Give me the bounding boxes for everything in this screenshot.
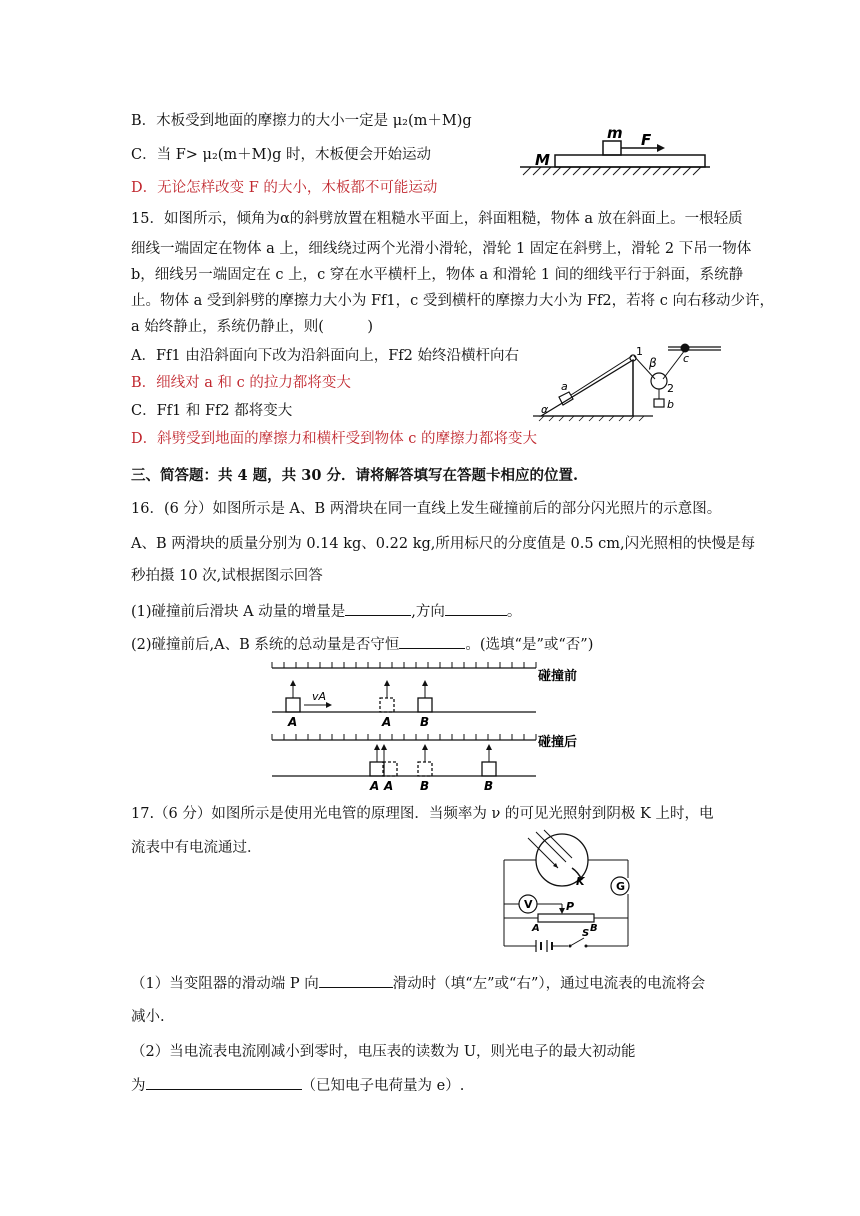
q16-part-1: (1)碰撞前后滑块 A 动量的增量是 ,方向 。 [131, 601, 521, 622]
q17-part-1: （1）当变阻器的滑动端 P 向 滑动时（填“左”或“右”），通过电流表的电流将会 [131, 973, 705, 994]
q15-stem-5: a 始终静止，系统仍静止，则( ) [131, 319, 374, 335]
q17-part-2: （2）当电流表电流刚减小到零时，电压表的读数为 U，则光电子的最大初动能 [131, 1044, 636, 1060]
block-A-before [286, 698, 300, 712]
label-P: P [566, 900, 575, 913]
block-B-before [418, 698, 432, 712]
q14-option-c: C．当 F> μ₂(m＋M)g 时，木板便会开始运动 [131, 147, 432, 163]
svg-text:A: A [384, 779, 394, 793]
block-B-dashed-after [418, 762, 432, 776]
q16-part-2: (2)碰撞前后,A、B 系统的总动量是否守恒 。(选填“是”或“否”) [131, 634, 593, 655]
q15-figure [533, 337, 723, 422]
pulley-2 [651, 373, 667, 389]
q17-figure [498, 828, 658, 953]
label-beta: β [649, 356, 657, 370]
label-a: a [561, 380, 568, 393]
q15-stem-3: b，细线另一端固定在 c 上，c 穿在水平横杆上，物体 a 和滑轮 1 间的细线平行于斜面，系统静 [131, 267, 744, 283]
svg-text:B: B [420, 715, 430, 729]
q14-option-d: D．无论怎样改变 F 的大小，木板都不可能运动 [131, 180, 438, 196]
q15-option-d: D．斜劈受到地面的摩擦力和横杆受到物体 c 的摩擦力都将变大 [131, 431, 537, 447]
q17-blank-1 [319, 973, 393, 988]
svg-text:A: A [288, 715, 298, 729]
label-A: A [532, 923, 540, 934]
label-pulley-1: 1 [636, 345, 643, 358]
q15-stem-2: 细线一端固定在物体 a 上，细线绕过两个光滑小滑轮，滑轮 1 固定在斜劈上，滑轮 2 下吊一物体 [131, 241, 752, 257]
label-vA: vA [312, 690, 327, 703]
wedge [541, 360, 633, 416]
block-m [603, 141, 621, 155]
board [555, 155, 705, 167]
q16-stem-3: 秒拍摄 10 次,试根据图示回答 [131, 568, 323, 584]
q16-blank-3 [399, 634, 465, 649]
label-after: 碰撞后 [538, 735, 578, 750]
block-b [654, 399, 664, 407]
label-B: B [590, 923, 598, 934]
label-S: S [582, 928, 590, 939]
section-3-heading: 三、简答题：共 4 题，共 30 分．请将解答填写在答题卡相应的位置. [131, 467, 579, 484]
svg-text:A: A [370, 779, 380, 793]
q17-stem-2: 流表中有电流通过． [131, 840, 262, 856]
svg-text:B: B [484, 779, 494, 793]
svg-text:B: B [420, 779, 430, 793]
rheostat [538, 914, 594, 922]
q16-stem-2: A、B 两滑块的质量分别为 0.14 kg、0.22 kg,所用标尺的分度值是 0.5 cm,闪光照相的快慢是每 [131, 536, 756, 552]
label-K: K [576, 875, 585, 888]
q16-blank-2 [445, 601, 507, 616]
label-F: F [641, 131, 652, 149]
label-b: b [667, 398, 674, 411]
label-alpha: α [541, 403, 549, 416]
q16-figure [270, 660, 610, 793]
q17-part-1-cont: 减小. [131, 1009, 165, 1025]
label-before: 碰撞前 [538, 669, 578, 684]
label-V: V [524, 898, 533, 911]
svg-text:A: A [382, 715, 392, 729]
q15-option-c: C．Ff1 和 Ff2 都将变大 [131, 403, 293, 419]
label-G: G [616, 880, 626, 893]
q16-stem-1: 16．(6 分）如图所示是 A、B 两滑块在同一直线上发生碰撞前后的部分闪光照片的示意图。 [131, 501, 722, 517]
block-A-dashed-before [380, 698, 394, 712]
q17-part-2-cont: 为 （已知电子电荷量为 e）. [131, 1075, 464, 1096]
q14-option-b: B．木板受到地面的摩擦力的大小一定是 μ₂(m＋M)g [131, 113, 472, 129]
q15-stem-4: 止。物体 a 受到斜劈的摩擦力大小为 Ff1，c 受到横杆的摩擦力大小为 Ff2，若将 c 向右移动少许， [131, 293, 774, 309]
label-c: c [683, 352, 690, 365]
block-A-dashed-after [383, 762, 397, 776]
q17-blank-2 [146, 1075, 302, 1090]
q17-stem-1: 17.（6 分）如图所示是使用光电管的原理图．当频率为 ν 的可见光照射到阴极 K 上时，电 [131, 806, 714, 822]
label-M: M [535, 151, 550, 169]
q15-option-a: A．Ff1 由沿斜面向下改为沿斜面向上，Ff2 始终沿横杆向右 [131, 348, 519, 364]
label-m: m [607, 124, 623, 142]
q15-option-b: B．细线对 a 和 c 的拉力都将变大 [131, 375, 351, 391]
label-pulley-2: 2 [667, 382, 674, 395]
switch-S [570, 938, 584, 946]
q14-figure [515, 125, 715, 185]
block-B-after [482, 762, 496, 776]
q16-blank-1 [345, 601, 411, 616]
block-A-after [370, 762, 384, 776]
q15-stem-1: 15．如图所示，倾角为α的斜劈放置在粗糙水平面上，斜面粗糙，物体 a 放在斜面上。一根轻质 [131, 211, 743, 227]
